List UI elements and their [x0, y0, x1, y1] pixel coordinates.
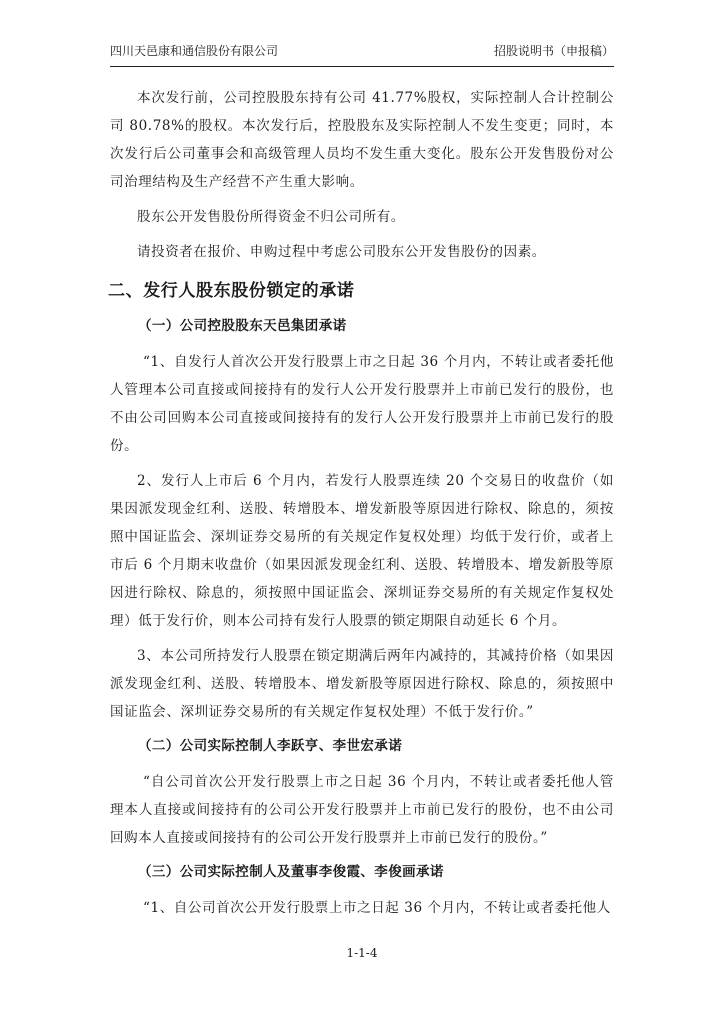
- paragraph-shareholding: 本次发行前，公司控股股东持有公司 41.77%股权，实际控制人合计控制公司 80.78%的股权。本次发行后，控股股东及实际控制人不发生变更；同时，本次发行后公司董事会和高级管理人员均不发生重大变化。股东公开发售股份对公司治理结构及生产经营不产生重大影响。: [110, 90, 614, 190]
- subsection-title-actual-controllers: （二）公司实际控制人李跃亨、李世宏承诺: [138, 738, 403, 754]
- paragraph-controllers-commitment: “自公司首次公开发行股票上市之日起 36 个月内，不转让或者委托他人管理本人直接或间接持有的公司公开发行股票并上市前已发行的股份，也不由公司回购本人直接或间接持有的公司公开发行股票并上市前已发行的股份。”: [110, 774, 614, 846]
- paragraph-commitment-3: 3、本公司所持发行人股票在锁定期满后两年内减持的，其减持价格（如果因派发现金红利、送股、转增股本、增发新股等原因进行除权、除息的，须按照中国证监会、深圳证券交易所的有关规定作复权处理）不低于发行价。”: [110, 648, 614, 720]
- paragraph-investor-notice: 请投资者在报价、申购过程中考虑公司股东公开发售股份的因素。: [137, 244, 546, 260]
- paragraph-commitment-2: 2、发行人上市后 6 个月内，若发行人股票连续 20 个交易日的收盘价（如果因派发现金红利、送股、转增股本、增发新股等原因进行除权、除息的，须按照中国证监会、深圳证券交易所的有关规定作复权处理）均低于发行价，或者上市后 6 个月期末收盘价（如果因派发现金红利、送股、转增股本、增发新股等原因进行除权、除息的，须按照中国证监会、深圳证券交易所的有关规定作复权处理）低于发行价，则本公司持有发行人股票的锁定期限自动延长 6 个月。: [110, 473, 614, 629]
- subsection-title-directors: （三）公司实际控制人及董事李俊霞、李俊画承诺: [138, 864, 444, 880]
- paragraph-directors-commitment: “1、自公司首次公开发行股票上市之日起 36 个月内，不转让或者委托他人: [143, 900, 611, 916]
- page-number: 1-1-4: [346, 946, 378, 960]
- page-body: [110, 84, 614, 922]
- page-header: [110, 40, 614, 67]
- subsection-title-controlling-shareholder: （一）公司控股股东天邑集团承诺: [138, 318, 347, 334]
- header-document-type: 招股说明书（申报稿）: [493, 44, 614, 58]
- header-company-name: 四川天邑康和通信股份有限公司: [110, 44, 279, 58]
- section-title: 二、发行人股东股份锁定的承诺: [108, 281, 355, 301]
- paragraph-commitment-1: “1、自发行人首次公开发行股票上市之日起 36 个月内，不转让或者委托他人管理本公司直接或间接持有的发行人公开发行股票并上市前已发行的股份，也不由公司回购本公司直接或间接持有的发行人公开发行股票并上市前已发行的股份。: [110, 354, 614, 454]
- paragraph-proceeds: 股东公开发售股份所得资金不归公司所有。: [137, 209, 405, 225]
